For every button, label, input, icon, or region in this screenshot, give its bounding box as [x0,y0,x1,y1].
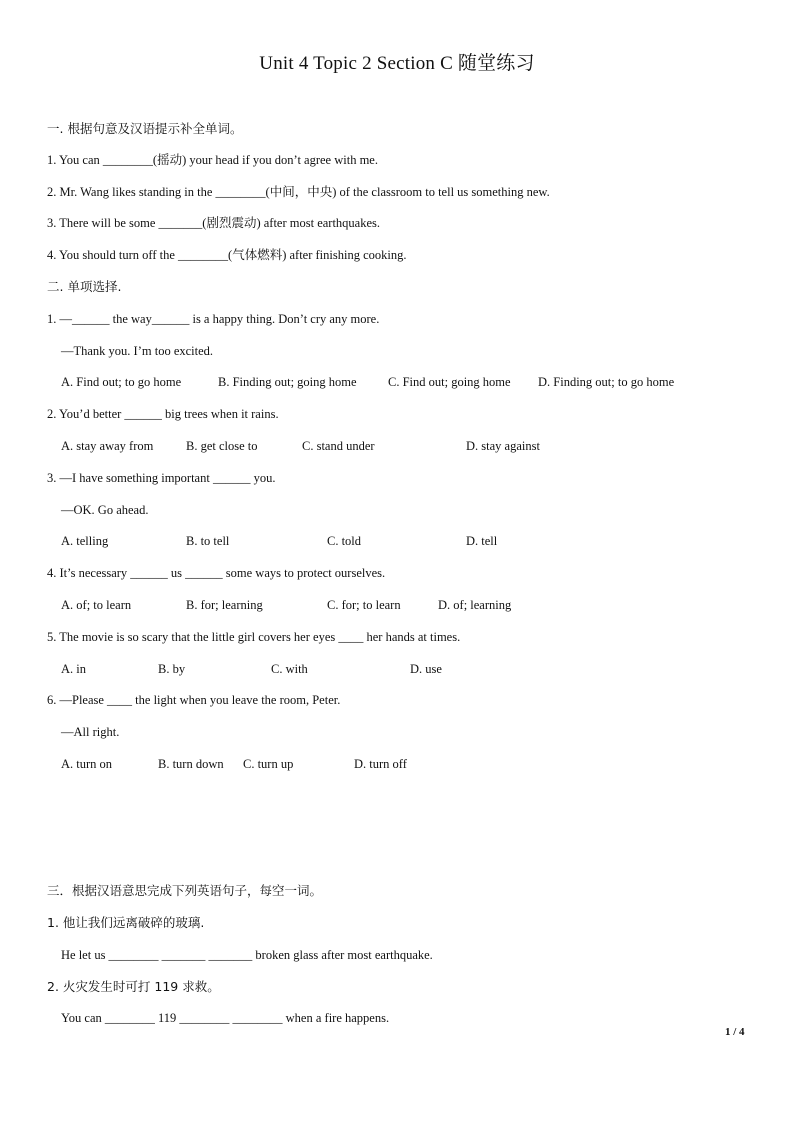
translate-q2-english: You can ________ 119 ________ ________ when a fire happens. [61,1011,390,1025]
mc-q2-option-a: A. stay away from [61,439,154,453]
translate-q1-chinese: 1. 他让我们远离破碎的玻璃. [47,915,205,930]
mc-q6-option-a: A. turn on [61,757,113,771]
mc-q5-option-b: B. by [158,662,186,676]
fill-item-4: 4. You should turn off the ________(气体燃料) after finishing cooking. [47,248,407,262]
mc-q1-stem: 1. —______ the way______ is a happy thing. Don’t cry any more. [47,312,380,326]
mc-q6-stem: 6. —Please ____ the light when you leave the room, Peter. [47,693,341,707]
mc-q3-option-d: D. tell [466,534,498,548]
mc-q2-stem: 2. You’d better ______ big trees when it rains. [47,407,279,421]
mc-q3-reply: —OK. Go ahead. [61,503,149,517]
mc-q4-option-b: B. for; learning [186,598,263,612]
section-1-heading: 一. 根据句意及汉语提示补全单词。 [47,121,243,136]
section-2-heading: 二. 单项选择. [47,279,122,294]
fill-item-3: 3. There will be some _______(剧烈震动) after most earthquakes. [47,216,381,230]
mc-q4-option-a: A. of; to learn [61,598,132,612]
translate-q2-chinese: 2. 火灾发生时可打 119 求救。 [47,979,220,994]
page-title: Unit 4 Topic 2 Section C 随堂练习 [259,53,535,74]
mc-q3-option-a: A. telling [61,534,109,548]
mc-q4-option-d: D. of; learning [438,598,512,612]
mc-q1-option-d: D. Finding out; to go home [538,375,675,389]
mc-q1-option-b: B. Finding out; going home [218,375,357,389]
mc-q1-reply: —Thank you. I’m too excited. [61,344,214,358]
mc-q6-option-b: B. turn down [158,757,224,771]
mc-q3-option-b: B. to tell [186,534,230,548]
fill-item-1: 1. You can ________(摇动) your head if you don’t agree with me. [47,153,378,167]
mc-q6-reply: —All right. [61,725,120,739]
mc-q1-option-a: A. Find out; to go home [61,375,182,389]
mc-q2-option-b: B. get close to [186,439,258,453]
mc-q3-option-c: C. told [327,534,362,548]
mc-q5-option-a: A. in [61,662,86,676]
translate-q1-english: He let us ________ _______ _______ broken glass after most earthquake. [61,948,433,962]
mc-q4-stem: 4. It’s necessary ______ us ______ some ways to protect ourselves. [47,566,386,580]
mc-q4-option-c: C. for; to learn [327,598,401,612]
mc-q6-option-c: C. turn up [243,757,294,771]
fill-item-2: 2. Mr. Wang likes standing in the ________(中间，中央) of the classroom to tell us something new. [47,185,550,199]
section-3-heading: 三．根据汉语意思完成下列英语句子，每空一词。 [47,883,323,898]
mc-q5-option-d: D. use [410,662,442,676]
mc-q5-option-c: C. with [271,662,308,676]
mc-q6-option-d: D. turn off [354,757,407,771]
mc-q5-stem: 5. The movie is so scary that the little girl covers her eyes ____ her hands at times. [47,630,461,644]
mc-q2-option-d: D. stay against [466,439,540,453]
mc-q3-stem: 3. —I have something important ______ you. [47,471,276,485]
page-number: 1 / 4 [725,1026,745,1038]
mc-q1-option-c: C. Find out; going home [388,375,511,389]
mc-q2-option-c: C. stand under [302,439,375,453]
